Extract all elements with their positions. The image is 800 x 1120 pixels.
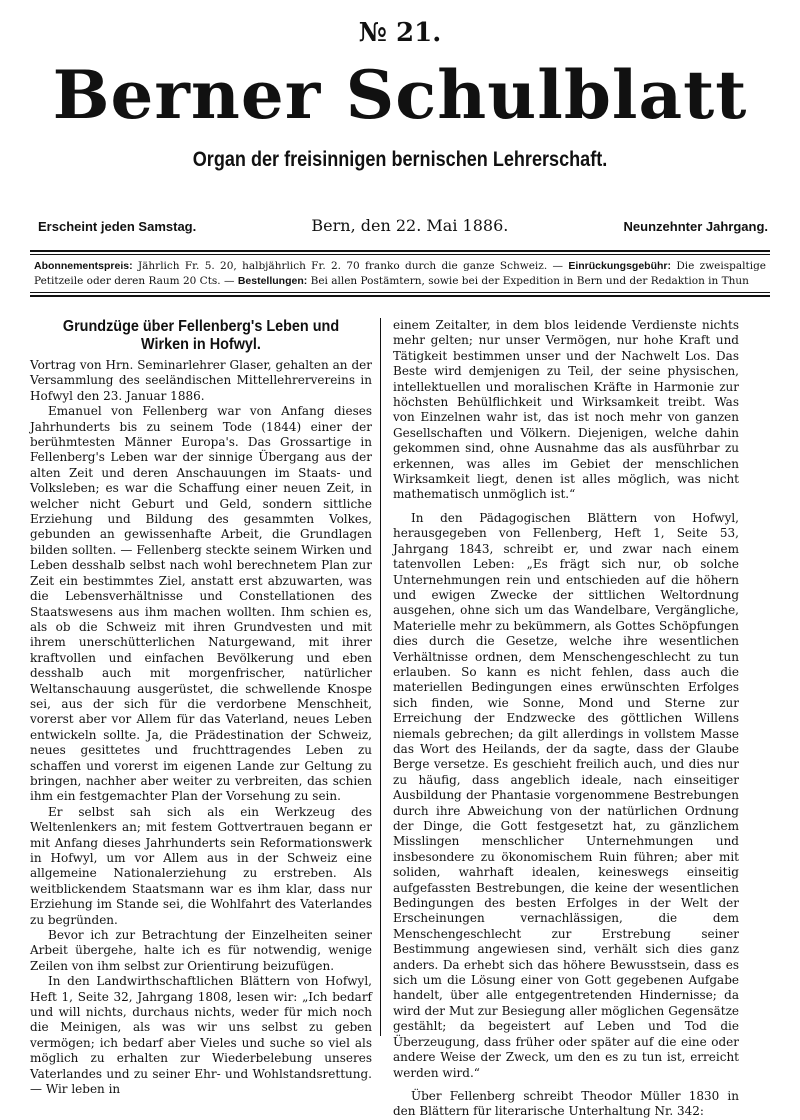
subscription-info xyxy=(34,259,766,289)
header-rule-bottom-thick xyxy=(30,295,770,297)
article-title: Grundzüge über Fellenberg's Leben und Wirken in Hofwyl. xyxy=(62,318,340,353)
subscription-label-price: Abonnementspreis: xyxy=(34,260,133,272)
header-rule-bottom xyxy=(30,292,770,293)
issue-info-line xyxy=(38,216,768,235)
article-left-column xyxy=(30,318,372,1098)
subscription-label-orders: Bestellungen: xyxy=(237,275,308,287)
subscription-text-fee: Die zweispaltige Petitzeile oder deren Raum 20 Cts. — xyxy=(34,260,766,287)
paragraph: Emanuel von Fellenberg war von Anfang dieses Jahrhunderts bis zu seinem Tode (1844) einer der berühmtesten Männer Europa's. Das Grossartige in Fellenberg's Leben war der sinnige Übergang aus der alten Zeit und deren Anschauungen im Staats- und Volksleben; es war die Schaffung einer neuen Zeit, in welcher nicht Geburt und Geld, sondern sittliche Erziehung und Bildung des gesammten Volkes, gebunden an gewissenhafte Arbeit, die Grundlagen bilden sollten. — Fellenberg steckte seinem Wirken und Leben desshalb selbst nach wohl berechnetem Plan zur Zeit ein bestimmtes Ziel, anstatt erst abzuwarten, was die Lebensverhältnisse und Constellationen des Staatswesens aus ihm machen wollten. Ihm schien es, als ob die Schweiz mit ihren Grundvesten und mit ihrem unerschütterlichen Naturgewand, mit ihrer kraftvollen und einfachen Bevölkerung und eben desshalb auch mit morgenfrischer, natürlicher Weltanschauung ausgerüstet, die schwellende Knospe sei, aus der sich für die verdorbene Menschheit, vorerst aber vor Allem für das Vaterland, neues Leben entwickeln sollte. Ja, die Prädestination der Schweiz, neues gesittetes und fruchttragendes Leben zu schaffen und vorerst im eigenen Lande zur Geltung zu bringen, nachher aber weiter zu verbreiten, das schien ihm ein festgemachter Plan der Vorsehung zu sein. xyxy=(30,404,372,804)
article-right-column xyxy=(393,318,739,1120)
column-divider xyxy=(380,318,381,1036)
publication-frequency: Erscheint jeden Samstag. xyxy=(38,219,197,234)
issue-number: № 21. xyxy=(358,18,442,48)
masthead-subtitle: Organ der freisinnigen bernischen Lehrerschaft. xyxy=(192,148,608,171)
header-rule-top xyxy=(30,250,770,252)
volume-year: Neunzehnter Jahrgang. xyxy=(623,219,768,234)
subscription-label-fee: Einrückungsgebühr: xyxy=(568,260,672,272)
paragraph: In den Landwirthschaftlichen Blättern von Hofwyl, Heft 1, Seite 32, Jahrgang 1808, lesen wir: „Ich bedarf und will nichts, durchaus nichts, weder für mich noch die Meinigen, als was wir uns selbst zu geben vermögen; ich bedarf aber Vieles und suche so viel als möglich zu erhalten zur Wiederbelebung unseres Vaterlandes und zu seiner Ehr- und Wohlstandsrettung. — Wir leben in xyxy=(30,974,372,1097)
paragraph: Über Fellenberg schreibt Theodor Müller 1830 in den Blättern für literarische Unterhaltung Nr. 342: xyxy=(393,1088,739,1119)
place-date: Bern, den 22. Mai 1886. xyxy=(311,216,509,235)
paragraph: Bevor ich zur Betrachtung der Einzelheiten seiner Arbeit übergehe, halte ich es für notwendig, wenige Zeilen von ihm selbst zur Orientirung beizufügen. xyxy=(30,928,372,973)
paragraph: Er selbst sah sich als ein Werkzeug des Weltenlenkers an; mit festem Gottvertrauen begann er mit Anfang dieses Jahrhunderts sein Reformationswerk in Hofwyl, um vor Allem aus in der Schweiz eine allgemeine Nationalerziehung zu erstreben. Als weitblickendem Staatsmann war es ihm klar, dass nur Erziehung im Stande sei, die Wohlfahrt des Vaterlandes zu begründen. xyxy=(30,804,372,927)
paragraph: einem Zeitalter, in dem blos leidende Verdienste nichts mehr gelten; nur unser Vermögen, nur hohe Kraft und Tätigkeit bestimmen unser und der Nachwelt Los. Das Beste wird demjenigen zu Teil, der seine physischen, intellektuellen und moralischen Kräfte in Harmonie zur höchsten Behülflichkeit und Wirksamkeit treibt. Was von Einzelnen wahr ist, das ist noch mehr von ganzen Gesellschaften und Völkern. Diejenigen, welche dahin gekommen sind, ohne Ausnahme das als ausführbar zu erkennen, was alles im Gebiet der menschlichen Wirksamkeit liegt, denen ist alles möglich, was nicht mathematisch unmöglich ist.“ xyxy=(393,318,739,502)
header-rule-top-thin xyxy=(30,254,770,255)
subscription-text-price: Jährlich Fr. 5. 20, halbjährlich Fr. 2. 70 franko durch die ganze Schweiz. — xyxy=(132,260,569,272)
paragraph: In den Pädagogischen Blättern von Hofwyl, herausgegeben von Fellenberg, Heft 1, Seite 53, Jahrgang 1843, schreibt er, und zwar nach einem tatenvollen Leben: „Es frägt sich nur, ob solche Unternehmungen rein und entschieden auf die höhern und ewigen Zwecke der sittlichen Weltordnung ausgehen, ohne sich um das Wandelbare, Vergängliche, Materielle mehr zu bekümmern, als Gottes Schöpfungen dies durch die Gesetze, welche ihre wesentlichen Verhältnisse ordnen, dem Menschengeschlecht zu tun erlauben. So kann es nicht fehlen, dass auch die materiellen Bedingungen eines erwünschten Erfolges sich finden, wie Sonne, Mond und Sterne zur Erreichung der Endzwecke des göttlichen Willens niemals gebrechen; da gilt allerdings in vollstem Masse das Wort des Heilands, der da sagte, dass der Glaube Berge versetze. Es geschieht freilich auch, und dies nur zu häufig, dass angeblich ideale, nach einseitiger Ausbildung der Phantasie vorgenommene Bestrebungen durch ihre Abweichung von der natürlichen Ordnung der Dinge, die Gott festgesetzt hat, zu gänzlichem Misslingen menschlicher Unternehmungen und insbesondere zu ökonomischem Ruin führen; aber mit soliden, wahrhaft idealen, keineswegs einseitig aufgefassten Bestrebungen, die keine der wesentlichen Bedingungen des besten Erfolges in der Welt der Erscheinungen vernachlässigen, die dem Menschengeschlecht zur Erstrebung seiner Bestimmung angewiesen sind, verhält sich dies ganz anders. Da erhebt sich das höhere Bewusstsein, dass es sich um die Lösung einer von Gott gegebenen Aufgabe handelt, über alle entgegentretenden Hindernisse; da wird der Mut zur Besiegung aller möglichen Gegensätze gestählt; da begeistert auf Leben und Tod die Überzeugung, dass früher oder später auf die eine oder andere Weise der Zweck, um den es zu tun ist, erreicht werden wird.“ xyxy=(393,510,739,1080)
subscription-text-orders: Bei allen Postämtern, sowie bei der Expedition in Bern und der Redaktion in Thun xyxy=(307,275,749,287)
article-subhead: Vortrag von Hrn. Seminarlehrer Glaser, gehalten an der Versammlung des seeländischen Mittellehrervereins in Hofwyl den 23. Januar 1886. xyxy=(30,358,372,403)
masthead-title: Berner Schulblatt xyxy=(52,56,748,134)
